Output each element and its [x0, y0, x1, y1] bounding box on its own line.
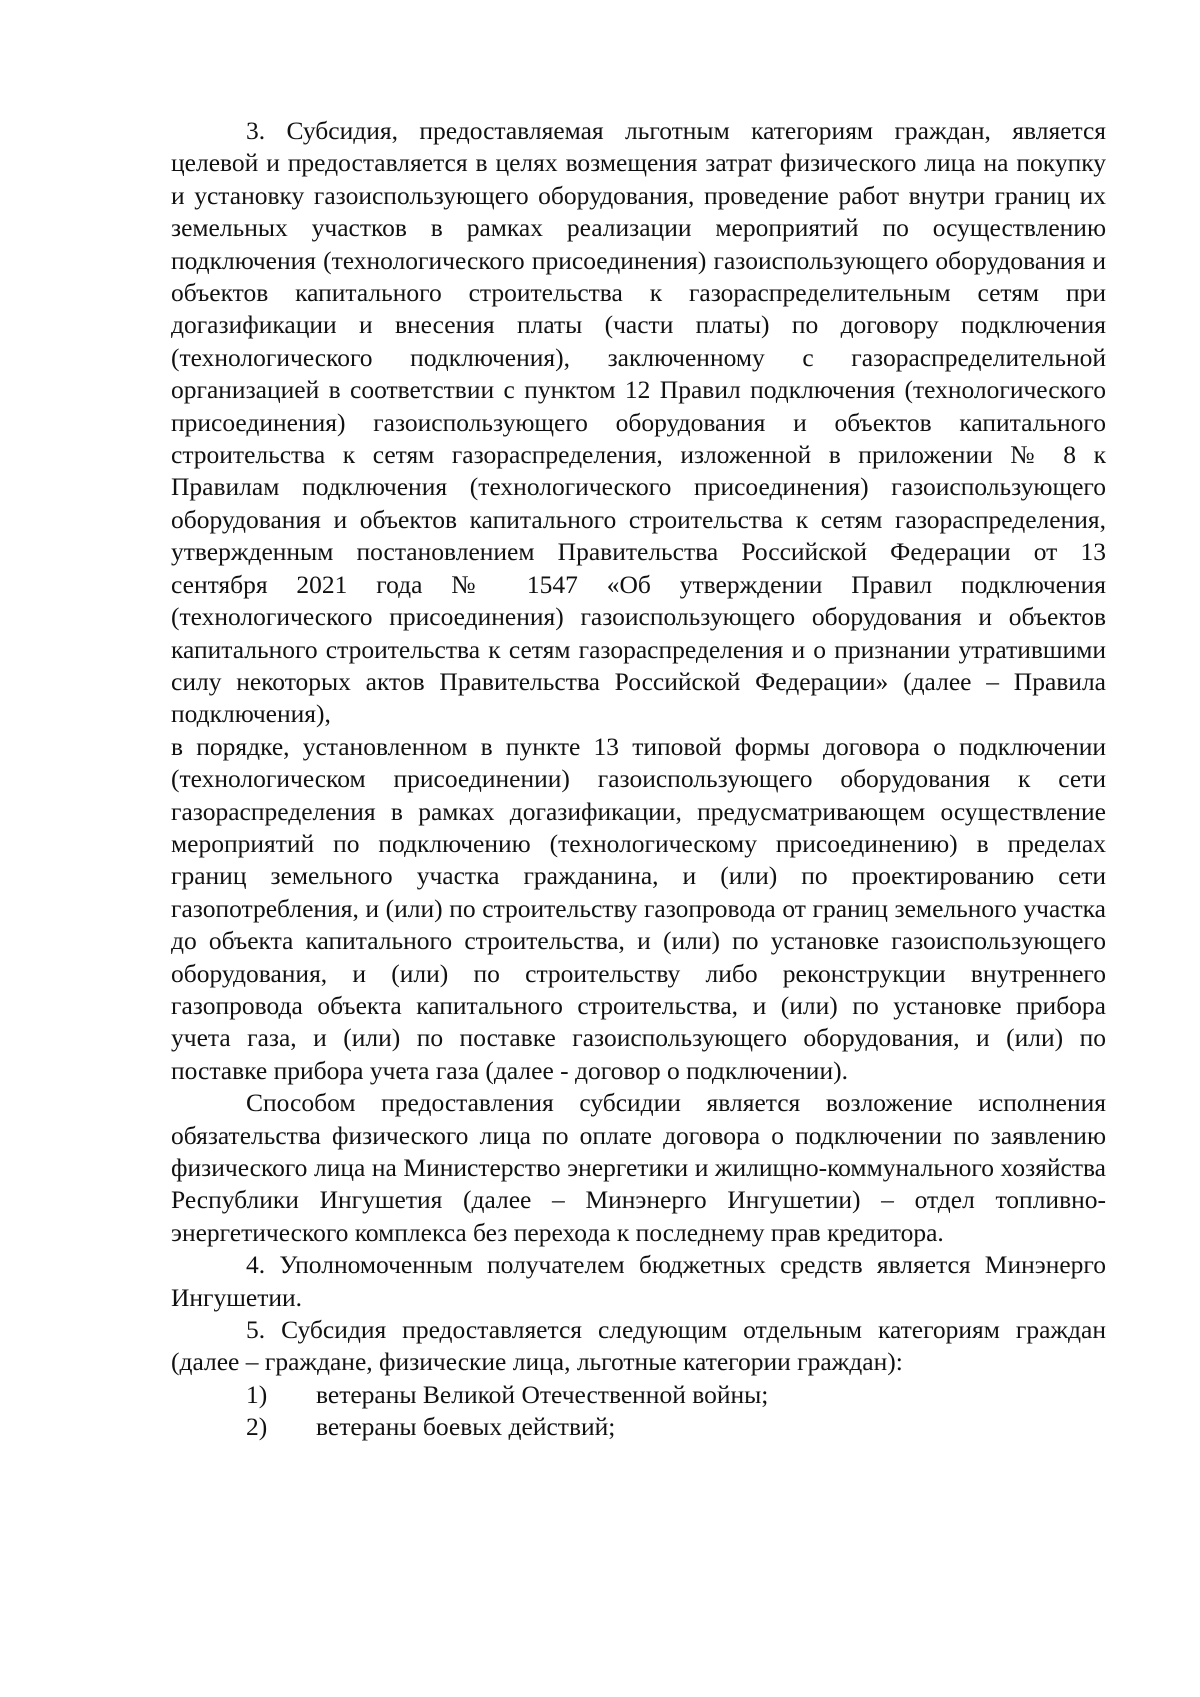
paragraph-4-recipient: 4. Уполномоченным получателем бюджетных средств является Минэнерго Ингушетии. — [171, 1250, 1106, 1312]
list-item-text: ветераны боевых действий; — [316, 1412, 616, 1442]
list-item — [171, 1411, 1106, 1443]
list-item-text: ветераны Великой Отечественной войны; — [316, 1379, 769, 1409]
list-item-number: 1) — [246, 1379, 268, 1409]
list-item-number: 2) — [246, 1412, 268, 1442]
document-body — [171, 115, 1106, 1444]
paragraph-3-subsidy-purpose: 3. Субсидия, предоставляемая льготным категориям граждан, является целевой и предоставляется в целях возмещения затрат физического лица на покупку и установку газоиспользующего оборудования, проведение работ внутри границ их земельных участков в рамках реализации мероприятий по осуществлению подключения (технологического присоединения) газоиспользующего оборудования и объектов капитального строительства к газораспределительным сетям при догазификации и внесения платы (части платы) по договору подключения (технологического подключения), заключенному с газораспределительной организацией в соответствии с пунктом 12 Правил подключения (технологического присоединения) газоиспользующего оборудования и объектов капитального строительства к сетям газораспределения, изложенной в приложении № 8 к Правилам подключения (технологического присоединения) газоиспользующего оборудования и объектов капитального строительства к сетям газораспределения, утвержденным постановлением Правительства Российской Федерации от 13 сентября 2021 года № 1547 «Об утверждении Правил подключения (технологического присоединения) газоиспользующего оборудования и объектов капитального строительства к сетям газораспределения и о признании утратившими силу некоторых актов Правительства Российской Федерации» (далее – Правила подключения), — [171, 116, 1106, 729]
paragraph-3-method: Способом предоставления субсидии является возложение исполнения обязательства физического лица по оплате договора о подключении по заявлению физического лица на Министерство энергетики и жилищно-коммунального хозяйства Республики Ингушетия (далее – Минэнерго Ингушетии) – отдел топливно-энергетического комплекса без перехода к последнему прав кредитора. — [171, 1088, 1106, 1247]
paragraph-5-categories: 5. Субсидия предоставляется следующим отдельным категориям граждан (далее – граждане, физические лица, льготные категории граждан): — [171, 1315, 1106, 1377]
list-item — [171, 1379, 1106, 1411]
categories-list — [171, 1379, 1106, 1444]
paragraph-3-procedure: в порядке, установленном в пункте 13 типовой формы договора о подключении (технологическом присоединении) газоиспользующего оборудования к сети газораспределения в рамках догазификации, предусматривающем осуществление мероприятий по подключению (технологическому присоединению) в пределах границ земельного участка гражданина, и (или) по проектированию сети газопотребления, и (или) по строительству газопровода от границ земельного участка до объекта капитального строительства, и (или) по установке газоиспользующего оборудования, и (или) по строительству либо реконструкции внутреннего газопровода объекта капитального строительства, и (или) по установке прибора учета газа, и (или) по поставке газоиспользующего оборудования, и (или) по поставке прибора учета газа (далее - договор о подключении). — [171, 731, 1106, 1085]
